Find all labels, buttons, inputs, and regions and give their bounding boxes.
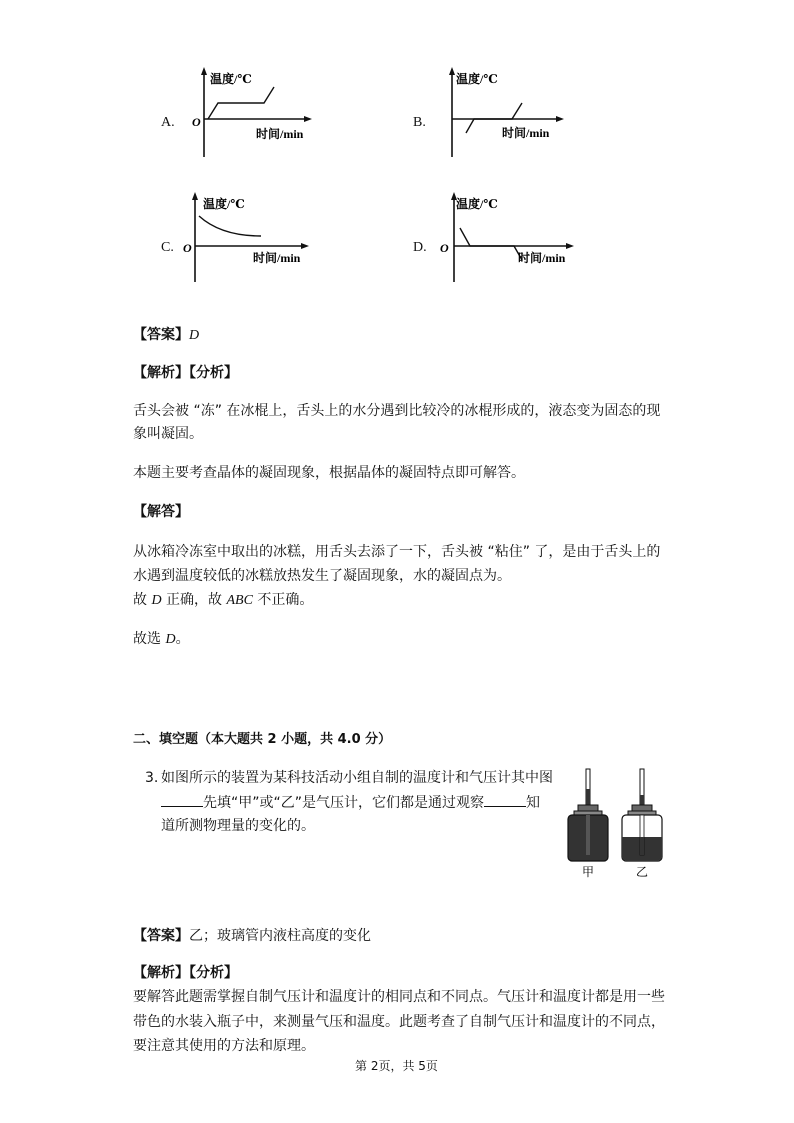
y-axis-label: 温度/℃ — [203, 197, 245, 211]
origin-label: O — [192, 115, 201, 129]
x-axis-label: 时间/min — [502, 126, 550, 140]
page-footer: 第 2页，共 5页 — [355, 1059, 438, 1073]
y-axis-arrow — [201, 67, 207, 75]
option-a-letter: A. — [161, 115, 175, 130]
x-axis-arrow — [556, 116, 564, 122]
option-d-svg — [430, 190, 590, 290]
q2-analysis-line1: 舌头会被 “冻” 在冰棍上，舌头上的水分遇到比较冷的冰棍形成的，液态变为固态的现 — [133, 403, 661, 419]
option-d-graph — [430, 190, 590, 290]
q2-analysis-tag: 【解析】【分析】 — [133, 365, 238, 381]
x-axis-label: 时间/min — [253, 251, 301, 265]
answer-tag: 【答案】 — [133, 928, 189, 944]
q3-answer — [133, 925, 371, 947]
answer-value: 乙；玻璃管内液柱高度的变化 — [189, 928, 371, 944]
bottles-svg — [562, 765, 672, 880]
q2-choose: 故选 D。 — [133, 631, 190, 647]
origin-label: O — [440, 241, 449, 255]
q2-solution-tag: 【解答】 — [133, 504, 189, 520]
answer-value: D — [189, 328, 200, 343]
y-axis-label: 温度/℃ — [210, 72, 252, 86]
option-b-letter: B. — [413, 115, 426, 130]
bottle-jia — [568, 769, 608, 861]
q3-analysis-line2: 带色的水装入瓶子中，来测量气压和温度。此题考查了自制气压计和温度计的不同点， — [133, 1014, 665, 1030]
x-axis-arrow — [566, 243, 574, 249]
q2-solution-line1: 从冰箱冷冻室中取出的冰糕，用舌头去添了一下，舌头被 “粘住” 了，是由于舌头上的 — [133, 544, 661, 560]
q2-answer — [133, 324, 199, 347]
q3-analysis-line1: 要解答此题需掌握自制气压计和温度计的相同点和不同点。气压计和温度计都是用一些 — [133, 989, 665, 1005]
x-axis-arrow — [301, 243, 309, 249]
curve — [460, 228, 522, 260]
q3-number: 3. — [145, 770, 159, 786]
answer-blank-2[interactable] — [484, 792, 526, 807]
bottle-jia-label: 甲 — [582, 865, 595, 879]
option-a-graph — [180, 65, 320, 165]
option-c-graph — [175, 190, 325, 290]
option-c-letter: C. — [161, 240, 174, 255]
x-axis-arrow — [304, 116, 312, 122]
y-axis-label: 温度/℃ — [456, 72, 498, 86]
q3-line2: 先填“甲”或“乙”是气压计，它们都是通过观察 知 — [161, 792, 540, 814]
option-a-svg — [180, 65, 320, 165]
curve — [208, 87, 274, 119]
q2-solution-line2: 水遇到温度较低的冰糕放热发生了凝固现象，水的凝固点为。 — [133, 568, 511, 584]
curve — [199, 216, 261, 236]
x-axis-label: 时间/min — [518, 251, 566, 265]
bottles-illustration — [562, 765, 672, 880]
y-axis-arrow — [192, 192, 198, 200]
q2-analysis-line2: 象叫凝固。 — [133, 426, 203, 442]
q3-line1: 如图所示的装置为某科技活动小组自制的温度计和气压计其中图 — [161, 770, 553, 786]
q2-solution-line3: 故 D 正确，故 ABC 不正确。 — [133, 592, 314, 608]
origin-label: O — [183, 241, 192, 255]
bottle-yi — [622, 769, 662, 861]
q3-analysis-line3: 要注意其使用的方法和原理。 — [133, 1038, 315, 1054]
y-axis-label: 温度/℃ — [456, 197, 498, 211]
x-axis-label: 时间/min — [256, 127, 304, 141]
section2-title: 二、填空题（本大题共 2 小题，共 4.0 分） — [133, 732, 392, 747]
option-d-letter: D. — [413, 240, 427, 255]
bottle-yi-label: 乙 — [636, 865, 649, 879]
option-b-svg — [428, 65, 578, 165]
q3-line3: 道所测物理量的变化的。 — [161, 818, 315, 834]
q2-analysis-line3: 本题主要考查晶体的凝固现象，根据晶体的凝固特点即可解答。 — [133, 465, 525, 481]
q3-analysis-tag: 【解析】【分析】 — [133, 965, 238, 981]
option-c-svg — [175, 190, 325, 290]
option-b-graph — [428, 65, 578, 165]
answer-blank-1[interactable] — [161, 792, 203, 807]
answer-tag: 【答案】 — [133, 327, 189, 343]
y-axis-arrow — [449, 67, 455, 75]
